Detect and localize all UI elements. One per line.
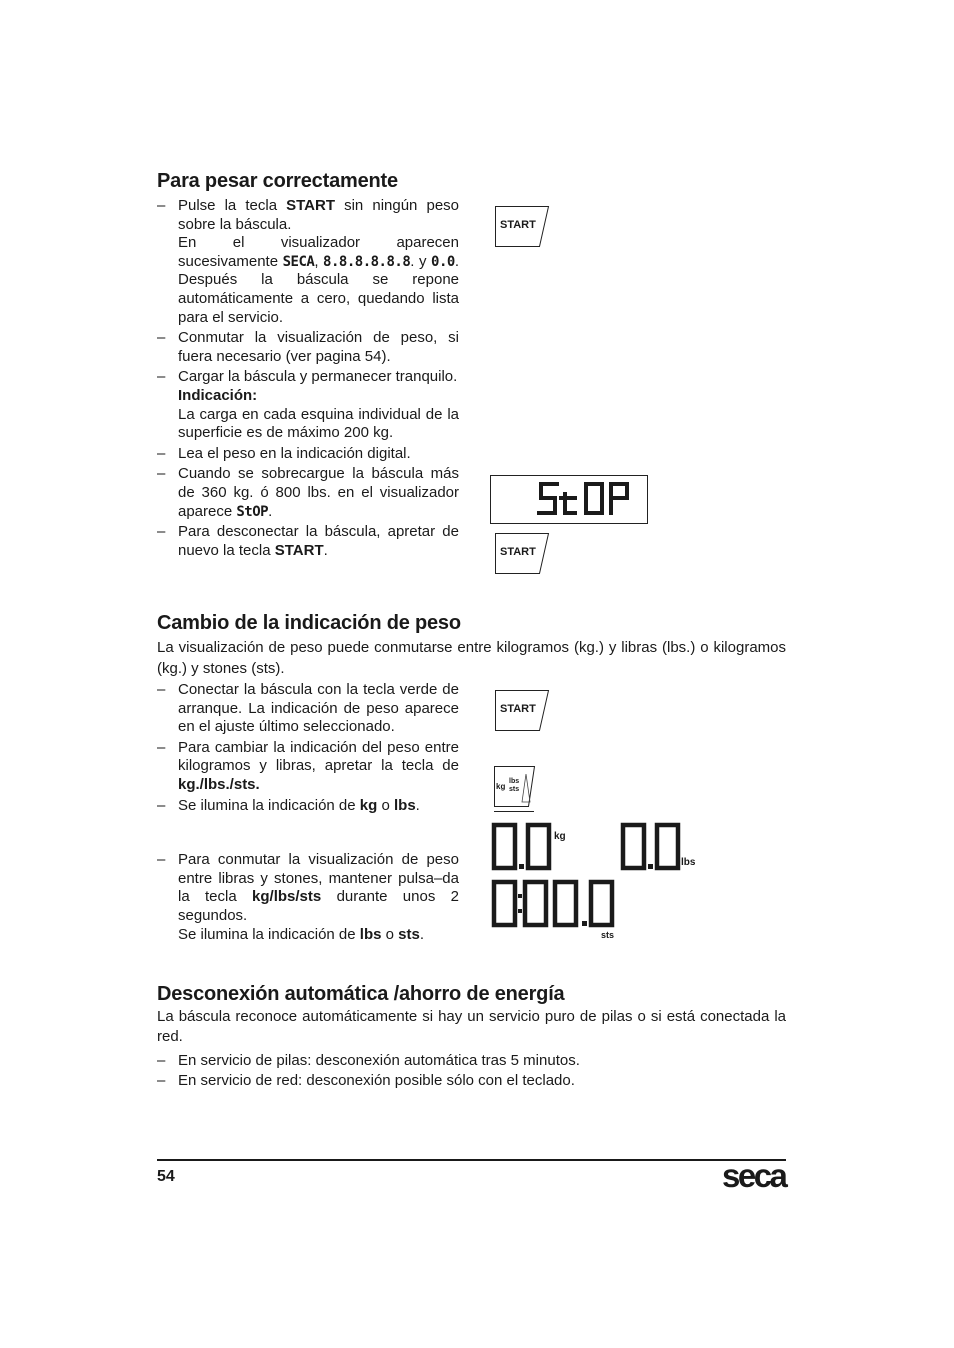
sts-display <box>491 879 617 929</box>
start-key-icon: START <box>495 206 549 246</box>
start-key-icon: START <box>495 690 549 730</box>
heading-desconexion: Desconexión automática /ahorro de energía <box>157 983 565 1005</box>
cambio-list <box>157 681 459 944</box>
list-item: – Cargar la báscula y permanecer tranquilo. <box>157 368 459 387</box>
list-item: – Cuando se sobrecargue la báscula más de 360 kg. ó 800 lbs. en el visualizador aparece StOP. <box>157 465 459 521</box>
list-item: – Lea el peso en la indicación digital. <box>157 445 459 464</box>
indicacion-label: Indicación: <box>178 386 258 404</box>
lbs-display <box>620 822 682 872</box>
list-item: – Conectar la báscula con la tecla verde de arranque. La indicación de peso aparece en el ajuste último seleccionado. <box>157 681 459 737</box>
lcd-888-text: 8.8.8.8.8.8 <box>323 253 411 270</box>
indicacion-text: La carga en cada esquina individual de la superficie es de máximo 200 kg. <box>178 405 459 442</box>
stop-display <box>490 475 648 524</box>
list-item: – Conmutar la visualización de peso, si fuera necesario (ver pagina 54). <box>157 329 459 366</box>
kg-unit-label: kg <box>554 831 566 842</box>
kg-display <box>491 822 553 872</box>
list-item: – Para desconectar la báscula, apretar de nuevo la tecla START. <box>157 523 459 560</box>
footer-rule <box>157 1159 786 1161</box>
lcd-stop-text: StOP <box>236 503 269 520</box>
list-item: – Pulse la tecla START sin ningún peso sobre la báscula. <box>157 197 459 234</box>
seca-logo: seca <box>722 1157 786 1194</box>
list-item: – En servicio de pilas: desconexión automática tras 5 minutos. <box>157 1051 786 1071</box>
lcd-seca-text: SECA <box>282 253 315 270</box>
list-item-continuation: En el visualizador aparecen sucesivamente SECA, 8.8.8.8.8.8. y 0.0. Después la báscula se repone automáticamente a cero, quedando lista para el servicio. <box>178 234 459 326</box>
page-number: 54 <box>157 1168 175 1185</box>
lcd-zero-text: 0.0 <box>431 253 455 270</box>
list-item: – Para conmutar la visualización de peso entre libras y stones, mantener pulsa–da la tecla kg/lbs/sts durante unos 2 segundos. <box>157 851 459 925</box>
kg-lbs-sts-key-icon: kg lbs sts <box>494 766 536 808</box>
list-item: – Se ilumina la indicación de kg o lbs. <box>157 797 459 816</box>
heading-para-pesar: Para pesar correctamente <box>157 170 398 192</box>
descon-intro: La báscula reconoce automáticamente si hay un servicio puro de pilas o si está conectada la red. <box>157 1008 786 1045</box>
heading-cambio: Cambio de la indicación de peso <box>157 612 461 634</box>
stop-lcd-graphic <box>491 476 647 523</box>
cambio-intro: La visualización de peso puede conmutarse entre kilogramos (kg.) y libras (lbs.) o kilogramos (kg.) y stones (sts). <box>157 639 786 677</box>
list-item-continuation: Se ilumina la indicación de lbs o sts. <box>178 925 425 943</box>
sts-unit-label: sts <box>601 930 615 940</box>
descon-list <box>157 1051 786 1091</box>
pesar-list <box>157 197 459 560</box>
start-key-icon: START <box>495 533 549 573</box>
lbs-unit-label: lbs <box>681 857 696 868</box>
key-underline <box>494 811 534 812</box>
list-item: – Para cambiar la indicación del peso entre kilogramos y libras, apretar la tecla de kg./lbs./sts. <box>157 739 459 795</box>
list-item: – En servicio de red: desconexión posible sólo con el teclado. <box>157 1071 786 1091</box>
